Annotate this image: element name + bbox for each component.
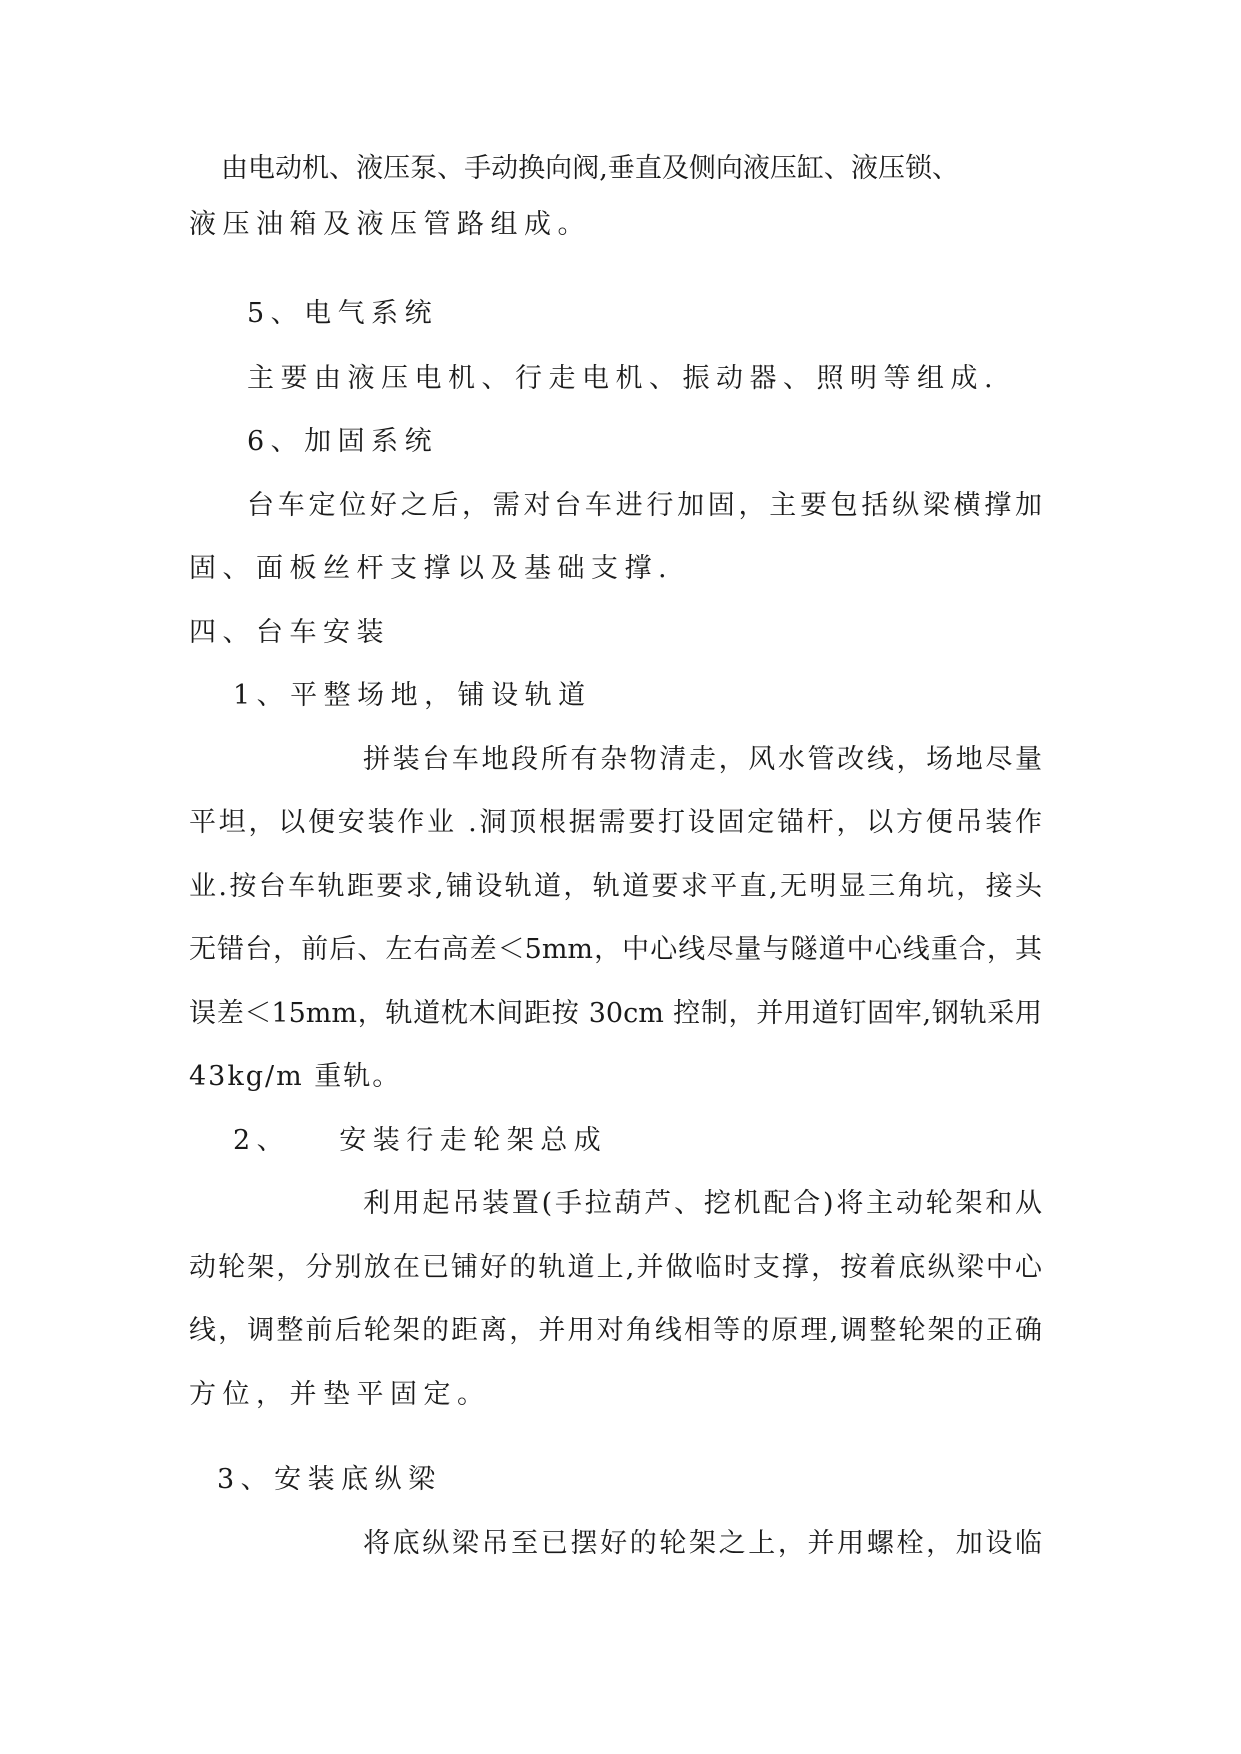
text-line: 线，调整前后轮架的距离，并用对角线相等的原理,调整轮架的正确 xyxy=(189,1315,1042,1346)
chapter-heading: 四、台车安装 xyxy=(189,617,390,648)
text-line: 43kg/m 重轨。 xyxy=(189,1061,402,1092)
section-heading: 3、安装底纵梁 xyxy=(217,1464,442,1495)
text-line: 液压油箱及液压管路组成。 xyxy=(189,209,591,240)
text-line: 误差＜15mm，轨道枕木间距按 30cm 控制，并用道钉固牢,钢轨采用 xyxy=(189,998,1042,1029)
text-line: 方位，并垫平固定。 xyxy=(189,1379,491,1410)
text-line: 利用起吊装置(手拉葫芦、挖机配合)将主动轮架和从 xyxy=(363,1188,1042,1219)
text-line: 主要由液压电机、行走电机、振动器、照明等组成. xyxy=(247,363,1000,394)
section-heading: 2、 安装行走轮架总成 xyxy=(233,1125,608,1156)
section-heading: 1、平整场地，铺设轨道 xyxy=(233,680,592,711)
text-line: 动轮架，分别放在已铺好的轨道上,并做临时支撑，按着底纵梁中心 xyxy=(189,1252,1042,1283)
text-line: 将底纵梁吊至已摆好的轮架之上，并用螺栓，加设临 xyxy=(363,1528,1042,1559)
text-line: 固、面板丝杆支撑以及基础支撑. xyxy=(189,553,674,584)
text-line: 业.按台车轨距要求,铺设轨道，轨道要求平直,无明显三角坑，接头 xyxy=(189,871,1042,902)
text-line: 无错台，前后、左右高差＜5mm，中心线尽量与隧道中心线重合，其 xyxy=(189,934,1042,965)
text-line: 平坦，以便安装作业 .洞顶根据需要打设固定锚杆，以方便吊装作 xyxy=(189,807,1042,838)
section-heading: 6、加固系统 xyxy=(247,426,439,457)
text-line: 拼装台车地段所有杂物清走，风水管改线，场地尽量 xyxy=(363,744,1042,775)
section-heading: 5、电气系统 xyxy=(247,298,439,329)
text-line: 由电动机、液压泵、手动换向阀,垂直及侧向液压缸、液压锁、 xyxy=(221,153,959,184)
text-line: 台车定位好之后，需对台车进行加固，主要包括纵梁横撑加 xyxy=(247,490,1042,521)
